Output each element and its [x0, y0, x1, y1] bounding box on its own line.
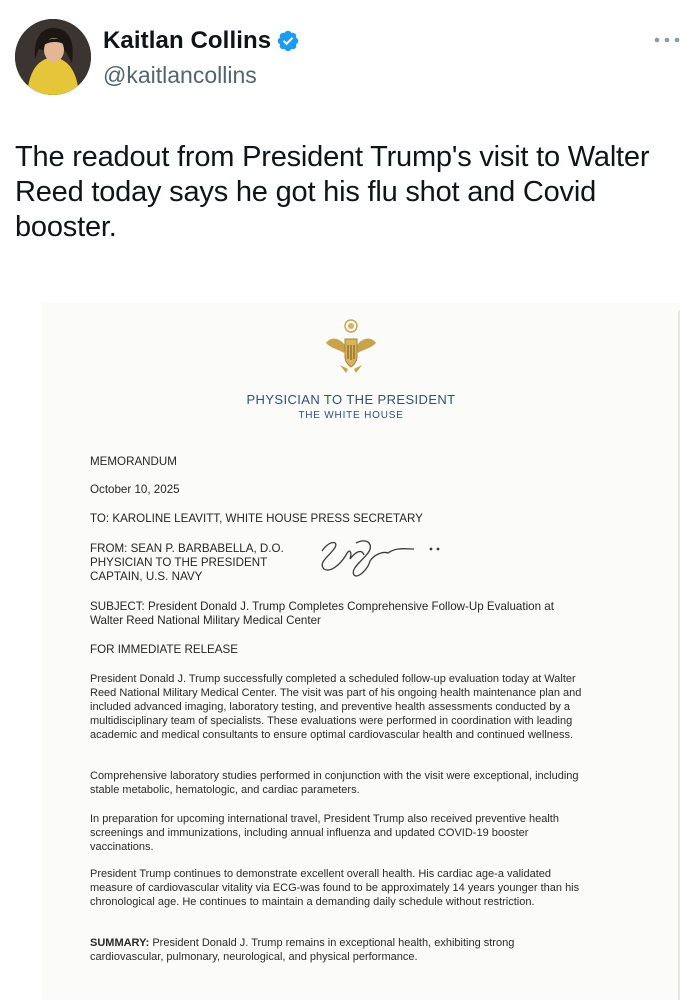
memo-to: TO: KAROLINE LEAVITT, WHITE HOUSE PRESS SECRETARY — [90, 512, 423, 525]
memo-summary — [90, 936, 590, 964]
tweet-header — [0, 0, 694, 110]
memo-paragraph: Comprehensive laboratory studies performed in conjunction with the visit were exceptional, including stable metabolic, hematologic, and cardiac parameters. — [90, 770, 579, 796]
tweet-text: The readout from President Trump's visit to Walter Reed today says he got his flu shot and Covid booster. — [15, 141, 650, 243]
tweet-media-image[interactable] — [42, 303, 680, 1000]
memo-from: FROM: SEAN P. BARBABELLA, D.O. — [90, 542, 284, 555]
display-name[interactable]: Kaitlan Collins — [103, 27, 272, 54]
memo-from-rank: CAPTAIN, U.S. NAVY — [90, 570, 203, 583]
memo-paragraph: President Trump continues to demonstrate excellent overall health. His cardiac age-a validated measure of cardiovascular vitality via ECG-was found to be approximately 14 years younger than his chronological age. He continues to maintain a demanding daily schedule without restriction. — [90, 868, 580, 908]
author-handle[interactable]: @kaitlancollins — [103, 62, 257, 88]
author-name-row — [103, 27, 300, 55]
media-border — [678, 310, 680, 1000]
signature — [310, 529, 450, 579]
memo-heading: PHYSICIAN TO THE PRESIDENT — [246, 392, 456, 407]
memo-subheading: THE WHITE HOUSE — [298, 410, 404, 421]
memo-from-title: PHYSICIAN TO THE PRESIDENT — [90, 556, 268, 569]
memo-paragraph: President Donald J. Trump successfully completed a scheduled follow-up evaluation today at Walter Reed National Military Medical Center. The visit was part of his ongoing health maintenance plan and included advanced imaging, laboratory testing, and preventive health assessments conducted by a multidisciplinary team of specialists. These evaluations were performed in coordination with leading academic and medical consultants to ensure optimal cardiovascular health and continued wellness. — [90, 673, 582, 741]
memo-summary-label: SUMMARY: — [90, 937, 150, 949]
verified-badge-icon — [276, 29, 300, 53]
memo-subject-cont: Walter Reed National Military Medical Center — [90, 614, 321, 627]
avatar[interactable] — [15, 19, 91, 95]
more-horizontal-icon[interactable] — [652, 30, 682, 50]
memo-date: October 10, 2025 — [90, 483, 180, 496]
memo-type: MEMORANDUM — [90, 455, 177, 468]
memo-paragraph: In preparation for upcoming international travel, President Trump also received preventive health screenings and immunizations, including annual influenza and updated COVID-19 booster vaccinations. — [90, 813, 559, 853]
memo-subject: SUBJECT: President Donald J. Trump Completes Comprehensive Follow-Up Evaluation at — [90, 600, 554, 613]
memo-release: FOR IMMEDIATE RELEASE — [90, 643, 238, 656]
presidential-seal-icon — [322, 317, 380, 375]
memo-summary-text: President Donald J. Trump remains in exceptional health, exhibiting strong cardiovascular, pulmonary, neurological, and physical performance. — [90, 937, 515, 963]
